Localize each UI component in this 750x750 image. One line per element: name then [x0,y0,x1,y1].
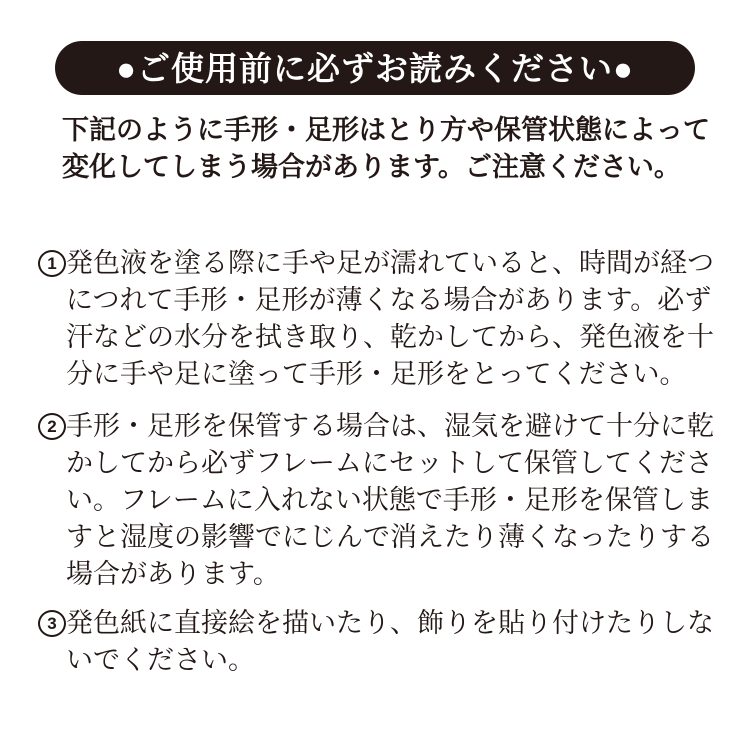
note-3-text [66,605,750,679]
notes-list [0,245,750,679]
circled-number-2: 2 [38,413,66,440]
note-2-line-2: かしてから必ずフレームにセットして保管してくださ [66,448,713,478]
note-2-line-3: い。フレームに入れない状態で手形・足形を保管しま [66,485,713,515]
note-2-line-4: すと湿度の影響でにじんで消えたり薄くなったりする [66,522,714,552]
note-3-line-2: いでください。 [66,645,255,675]
note-item-3 [38,605,750,679]
note-3-line-1: 発色紙に直接絵を描いたり、飾りを貼り付けたりしな [66,608,714,638]
intro-line-1: 下記のように手形・足形はとり方や保管状態によって [62,115,710,145]
note-1-text [66,245,750,393]
note-item-1 [38,245,750,393]
note-1-line-4: 分に手や足に塗って手形・足形をとってください。 [66,359,687,389]
note-1-line-1: 発色液を塗る際に手や足が濡れていると、時間が経つ [66,248,714,278]
note-1-line-2: につれて手形・足形が薄くなる場合があります。必ず [66,285,712,315]
circled-number-1: 1 [38,250,66,277]
intro-line-2: 変化してしまう場合があります。ご注意ください。 [62,152,681,182]
note-1-line-3: 汗などの水分を拭き取り、乾かしてから、発色液を十 [66,322,714,352]
circled-number-3: 3 [38,610,66,637]
note-2-line-1: 手形・足形を保管する場合は、湿気を避けて十分に乾 [66,411,714,441]
read-before-use-banner [55,41,695,95]
intro-warning [62,112,750,186]
banner-title: ●ご使用前に必ずお読みください● [116,49,634,87]
note-2-line-5: 場合があります。 [66,559,280,589]
note-item-2 [38,408,750,593]
note-2-text [66,408,750,593]
